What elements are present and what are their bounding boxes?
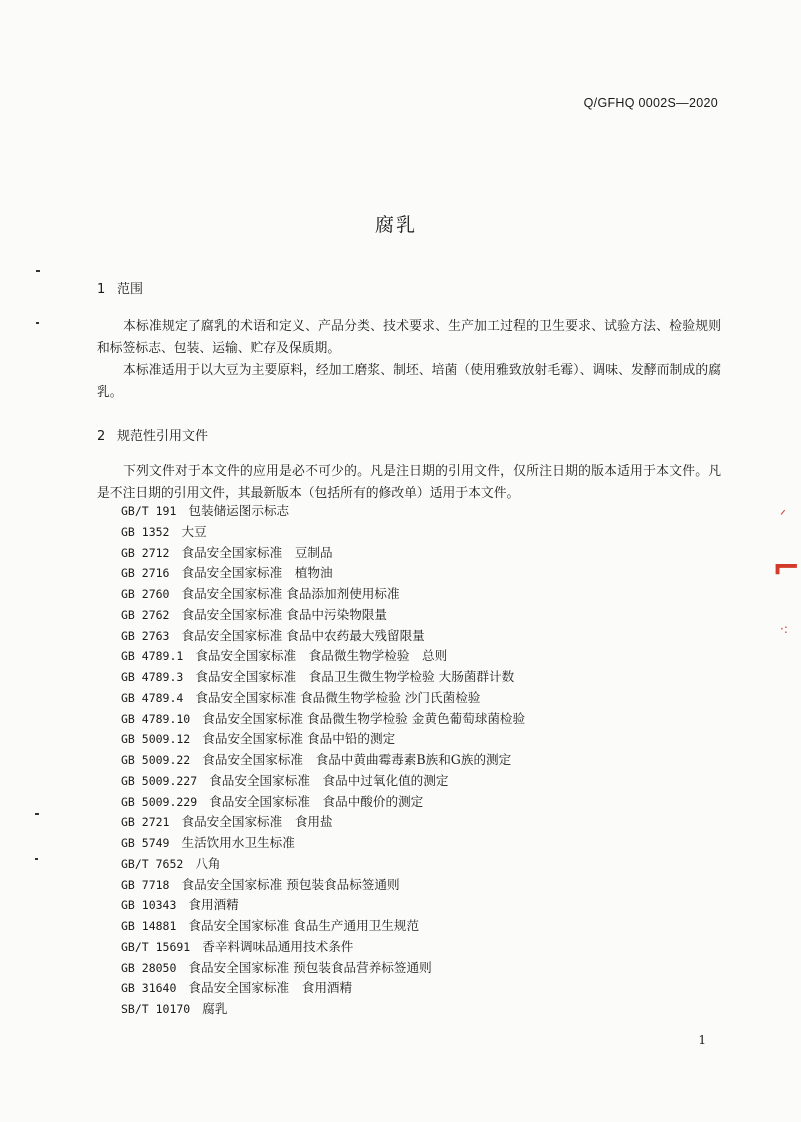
reference-item [121,605,525,626]
reference-code: GB 5009.229 [121,794,198,809]
reference-code: GB 4789.10 [121,711,191,726]
reference-item [121,978,525,999]
reference-title: 食品安全国家标准 食品中过氧化值的测定 [209,772,449,788]
reference-item [121,709,525,730]
page-number: 1 [698,1033,706,1047]
reference-code: GB 2760 [121,587,170,601]
reference-title: 八角 [195,855,221,871]
reference-code: GB 2763 [121,628,170,643]
section-2-number: 2 [97,429,106,444]
reference-title: 食品安全国家标准 食品微生物学检验 金黄色葡萄球菌检验 [202,710,526,726]
partial-seal-mark: ·: [780,622,788,636]
reference-item [121,501,525,522]
reference-code: GB 4789.3 [121,670,184,684]
section-1-paragraph-1: 本标准规定了腐乳的术语和定义、产品分类、技术要求、生产加工过程的卫生要求、试验方法、检验规则和标签标志、包装、运输、贮存及保质期。 [97,319,721,356]
reference-item [121,729,525,750]
reference-title: 食品安全国家标准 食品中黄曲霉毒素B族和G族的测定 [202,752,512,767]
reference-title: 食品安全国家标准 食品中酸价的测定 [209,793,424,809]
reference-code: GB 2762 [121,607,170,622]
reference-item [121,854,525,875]
reference-code: GB 7718 [121,877,170,892]
reference-list [121,501,525,1020]
reference-item [121,875,525,896]
reference-title: 食品安全国家标准 食品添加剂使用标准 [181,586,400,601]
reference-item [121,833,525,854]
reference-code: GB 14881 [121,919,177,933]
reference-item [121,812,525,833]
reference-code: GB/T 191 [121,504,177,518]
reference-item [121,543,525,564]
reference-item [121,771,525,792]
reference-code: GB 5009.12 [121,732,191,747]
reference-title: 食品安全国家标准 食用酒精 [188,980,353,996]
reference-item [121,522,525,543]
reference-code: GB 31640 [121,981,177,996]
reference-title: 腐乳 [202,1001,228,1016]
reference-title: 包装储运图示标志 [188,503,290,518]
reference-title: 食品安全国家标准 植物油 [181,565,333,581]
reference-title: 食品安全国家标准 食用盐 [181,814,333,830]
reference-title: 食品安全国家标准 食品微生物学检验 总则 [195,648,448,664]
reference-item [121,667,525,688]
reference-title: 食品安全国家标准 食品中铅的测定 [202,731,396,747]
reference-item [121,999,525,1020]
reference-code: GB 5009.22 [121,753,191,767]
scan-speck [35,813,39,815]
reference-item [121,916,525,937]
reference-code: GB 5009.227 [121,773,198,788]
reference-title: 食品安全国家标准 食品生产通用卫生规范 [188,918,420,933]
reference-item [121,792,525,813]
reference-title: 食品安全国家标准 豆制品 [181,544,333,560]
reference-title: 食品安全国家标准 预包装食品标签通则 [181,876,400,892]
scan-speck [36,322,39,324]
reference-code: GB 4789.1 [121,649,184,664]
reference-item [121,895,525,916]
reference-code: GB 4789.4 [121,690,184,705]
standard-code: Q/GFHQ 0002S—2020 [583,96,718,110]
section-1-title: 范围 [117,282,144,297]
reference-title: 食品安全国家标准 食品中污染物限量 [181,606,387,622]
reference-title: 大豆 [181,523,207,539]
reference-item [121,563,525,584]
partial-seal-mark: ᐟ [780,508,786,524]
section-1-paragraph-2: 本标准适用于以大豆为主要原料，经加工磨浆、制坯、培菌（使用雅致放射毛霉）、调味、发酵而制成的腐乳。 [97,363,721,400]
scan-speck [35,858,38,860]
reference-item [121,626,525,647]
reference-code: GB 2716 [121,566,170,581]
section-2-title: 规范性引用文件 [117,429,209,444]
section-2-intro: 下列文件对于本文件的应用是必不可少的。凡是注日期的引用文件，仅所注日期的版本适用于本文件。凡是不注日期的引用文件，其最新版本（包括所有的修改单）适用于本文件。 [97,464,721,501]
reference-item [121,937,525,958]
reference-code: GB 5749 [121,836,170,850]
reference-item [121,958,525,979]
reference-code: GB 2721 [121,815,170,830]
section-2-heading [97,425,208,444]
reference-code: GB 1352 [121,524,170,539]
reference-title: 食品安全国家标准 食品卫生微生物学检验 大肠菌群计数 [195,669,515,684]
section-1-heading [97,278,143,297]
scan-speck [36,270,40,272]
reference-title: 食品安全国家标准 预包装食品营养标签通则 [188,959,432,975]
section-1-number: 1 [97,282,106,297]
reference-title: 香辛料调味品通用技术条件 [202,938,354,954]
reference-code: GB/T 15691 [121,939,191,954]
partial-seal-mark: ⌐ [772,548,801,588]
reference-code: GB/T 7652 [121,856,184,871]
reference-code: GB 28050 [121,960,177,975]
reference-title: 食品安全国家标准 食品微生物学检验 沙门氏菌检验 [195,689,481,705]
reference-item [121,584,525,605]
reference-title: 食用酒精 [188,897,239,913]
reference-title: 生活饮用水卫生标准 [181,835,295,850]
reference-title: 食品安全国家标准 食品中农药最大残留限量 [181,627,425,643]
document-title: 腐乳 [374,214,417,236]
reference-item [121,646,525,667]
reference-code: GB 2712 [121,545,170,560]
reference-item [121,688,525,709]
reference-code: GB 10343 [121,898,177,913]
reference-code: SB/T 10170 [121,1002,191,1016]
reference-item [121,750,525,771]
